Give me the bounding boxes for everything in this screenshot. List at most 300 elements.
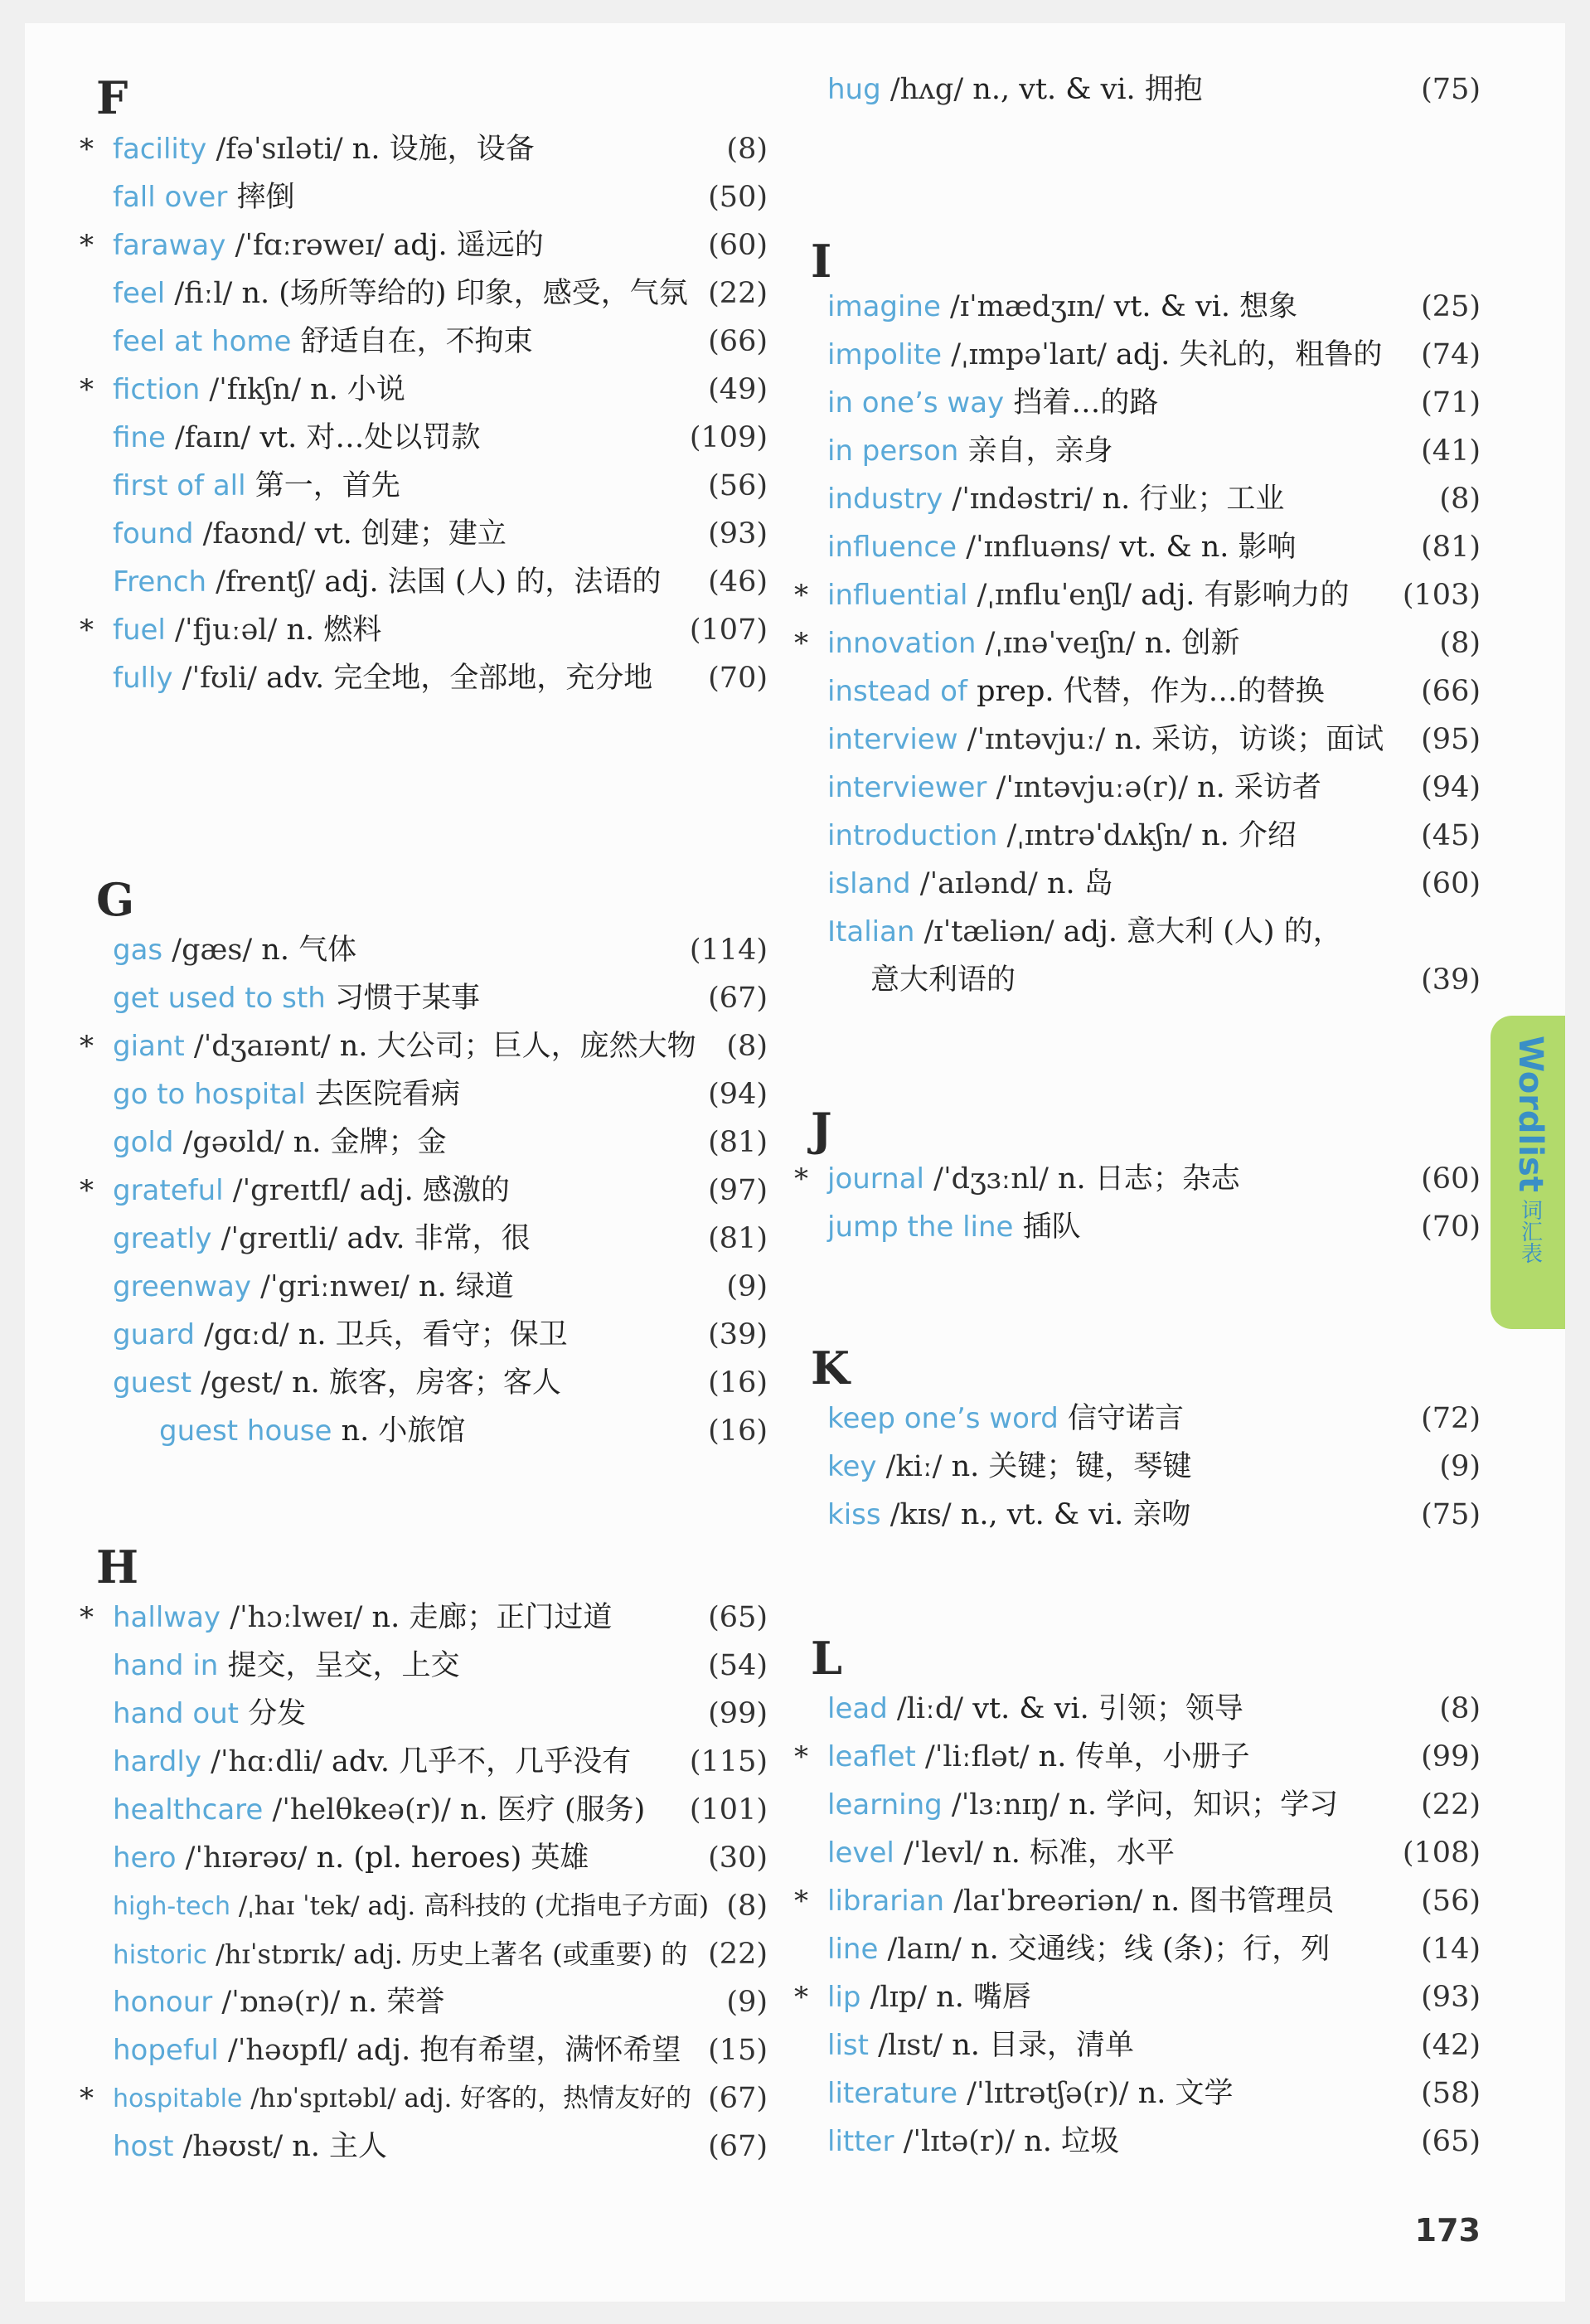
word-entry [811,2118,1481,2165]
word-entry [811,476,1481,522]
word-entry [96,1883,768,1929]
word-entry [80,2075,768,2122]
definition: n. 金牌；金 [293,1126,447,1159]
phonetic: /ˈfɪkʃn/ [209,373,301,406]
definition: n. 大公司；巨人，庞然大物 [339,1030,696,1063]
definition: n. 气体 [261,934,357,967]
entry-text [827,813,1297,859]
definition: adj. 好客的，热情友好的 [404,2084,692,2113]
definition: n., vt. & vi. 拥抱 [972,73,1203,106]
headword: grateful [113,1174,224,1207]
entry-text [113,1264,514,1310]
page-reference: (9) [1439,1450,1481,1483]
headword: imagine [827,290,941,323]
page-reference: (108) [1402,1836,1481,1870]
entry-text [827,909,1342,955]
headword: leaflet [827,1740,916,1773]
phonetic: /ˈɪntəvjuː/ [967,723,1106,756]
word-entry [96,318,768,365]
definition: n. 垃圾 [1024,2125,1119,2158]
headword: interview [827,723,958,756]
headword: kiss [827,1498,881,1531]
definition: n. 创新 [1144,627,1240,660]
entry-text [827,716,1384,763]
entry-text [827,1878,1334,1924]
headword: lip [827,1981,861,2014]
headword: journal [827,1162,925,1196]
entry-text [113,1931,687,1978]
headword: instead of [827,675,967,708]
page-reference: (109) [689,421,768,454]
headword: healthcare [113,1793,264,1827]
phonetic: /ˌɪmpəˈlaɪt/ [951,338,1107,371]
page-reference: (97) [708,1174,768,1207]
entry-text [113,1167,510,1214]
phonetic: /ˌɪnfluˈenʃl/ [977,579,1132,612]
word-entry [794,620,1481,667]
headword: industry [827,483,943,516]
page-reference: (45) [1421,819,1481,852]
page-reference: (66) [708,325,768,358]
page-reference: (99) [1421,1740,1481,1773]
headword: get used to sth [113,982,326,1015]
definition: 舒适自在，不拘束 [300,325,533,358]
page-reference: (71) [1421,386,1481,420]
page-reference: (42) [1421,2029,1481,2062]
headword: guard [113,1318,195,1351]
page-reference: (39) [1421,963,1481,997]
entry-text [827,1156,1240,1202]
page-reference: (25) [1421,290,1481,323]
headword: influential [827,579,968,612]
definition: n. 标准，水平 [992,1836,1176,1870]
definition: n. 岛 [1046,867,1113,900]
entry-text [113,927,356,973]
entry-text [827,66,1203,113]
definition: vt. & n. 影响 [1119,531,1297,564]
entry-text [113,463,400,509]
entry-text [827,668,1325,715]
definition: vt. 对…处以罚款 [259,421,481,454]
word-entry [811,1204,1481,1250]
page-reference: (99) [708,1697,768,1730]
definition: n. 关键；键，琴键 [951,1450,1192,1483]
phonetic: /fiːl/ [174,277,233,310]
word-entry [80,126,768,172]
page-reference: (67) [708,2130,768,2163]
page-reference: (75) [1421,73,1481,106]
definition: n. (场所等给的) 印象，感受，气氛 [241,277,688,310]
phonetic: /hʌg/ [890,73,964,106]
definition: n. 采访，访谈；面试 [1114,723,1384,756]
phonetic: /kɪs/ [890,1498,952,1531]
page-reference: (67) [708,982,768,1015]
headword: found [113,517,194,551]
phonetic: /ˈgreɪtli/ [221,1222,338,1255]
phonetic: /ˈgreɪtfl/ [232,1174,351,1207]
section-letter: J [811,1103,832,1156]
definition: prep. 代替，作为…的替换 [977,675,1325,708]
section-letter: L [811,1632,842,1685]
definition: n. 图书管理员 [1151,1885,1335,1918]
entry-text [113,1979,444,2026]
headword: in one’s way [827,386,1005,420]
phonetic: /lɪp/ [870,1981,928,2014]
word-entry [96,655,768,701]
definition: n. 采访者 [1197,771,1321,804]
word-entry [811,2070,1481,2117]
page-reference: (54) [708,1649,768,1682]
word-entry [96,1931,768,1977]
word-entry [96,2027,768,2074]
phonetic: /ɪˈtæliən/ [923,915,1054,949]
word-entry [96,1642,768,1689]
page-reference: (39) [708,1318,768,1351]
definition: n. 传单，小册子 [1038,1740,1250,1773]
entry-text [827,428,1113,474]
definition: n. 主人 [292,2130,388,2163]
new-word-marker: * [794,1740,808,1773]
word-entry [811,1830,1481,1876]
headword: fine [113,421,166,454]
page-reference: (66) [1421,675,1481,708]
definition: vt. & vi. 想象 [1113,290,1298,323]
entry-text [827,2022,1134,2069]
page-number: 173 [1414,2212,1481,2249]
definition: adj. 失礼的，粗鲁的 [1116,338,1383,371]
headword: key [827,1450,877,1483]
word-entry [96,1071,768,1118]
page-reference: (93) [1421,1981,1481,2014]
page-reference: (58) [1421,2077,1481,2110]
phonetic: /gæs/ [172,934,253,967]
headword: historic [113,1940,207,1970]
entry-text [870,957,1016,1003]
headword: island [827,867,911,900]
headword: in person [827,434,959,468]
phonetic: /gəʊld/ [182,1126,284,1159]
entry-text [113,607,381,653]
headword: go to hospital [113,1078,306,1111]
page-reference: (94) [708,1078,768,1111]
phonetic: /gest/ [201,1366,283,1400]
word-entry [96,174,768,221]
entry-text [113,1787,645,1833]
definition: vt. 创建；建立 [314,517,507,551]
entry-text [827,764,1321,811]
page-reference: (8) [1439,1692,1481,1725]
phonetic: /ˌhaɪ ˈtek/ [238,1891,360,1921]
entry-text [827,524,1297,570]
headword: hug [827,73,881,106]
headword: hand out [113,1697,240,1730]
entry-text [113,415,480,461]
headword: introduction [827,819,998,852]
definition: n. 交通线；线 (条)；行，列 [971,1933,1331,1966]
side-tab-subtitle: 词汇表 [1517,1198,1543,1264]
page-reference: (56) [708,469,768,502]
word-entry [794,1734,1481,1780]
phonetic: /liːd/ [896,1692,964,1725]
definition: 提交，呈交，上交 [227,1649,460,1682]
definition: n. 小旅馆 [341,1414,466,1448]
word-entry [96,463,768,509]
entry-text [827,1926,1330,1972]
word-entry [811,1443,1481,1490]
phonetic: /ˈɪntəvjuːə(r)/ [996,771,1188,804]
word-entry [811,1395,1481,1442]
phonetic: /ˈdʒɜːnl/ [933,1162,1049,1196]
entry-text [113,1642,459,1689]
headword: faraway [113,229,226,262]
definition: n. 嘴唇 [936,1981,1031,2014]
entry-text [827,1204,1081,1250]
headword: gold [113,1126,174,1159]
word-entry [96,1264,768,1310]
word-entry [96,1979,768,2026]
headword: impolite [827,338,943,371]
page-reference: (9) [726,1270,768,1303]
headword: first of all [113,469,246,502]
definition: adv. 非常，很 [347,1222,531,1255]
definition: n. 卫兵，看守；保卫 [298,1318,568,1351]
page-reference: (50) [708,181,768,214]
word-entry [96,1312,768,1358]
entry-text [827,1395,1184,1442]
word-entry [80,1167,768,1214]
page-reference: (74) [1421,338,1481,371]
entry-text [113,222,544,269]
page-reference: (16) [708,1414,768,1448]
headword: Italian [827,915,915,949]
entry-text [159,1408,465,1454]
page-reference: (94) [1421,771,1481,804]
phonetic: /ˈfjuːəl/ [175,614,278,647]
word-entry [80,1594,768,1641]
word-entry [811,380,1481,426]
entry-text [827,1492,1190,1538]
word-entry [811,1492,1481,1538]
word-entry [794,1878,1481,1924]
definition: adj. 高科技的 (尤指电子方面) [367,1891,710,1921]
definition: 第一，首先 [254,469,400,502]
page-reference: (114) [689,934,768,967]
phonetic: /ˈɪnfluəns/ [966,531,1111,564]
headword: feel at home [113,325,292,358]
word-entry [811,668,1481,715]
page-reference: (14) [1421,1933,1481,1966]
word-entry [96,1360,768,1406]
definition: n. 走廊；正门过道 [371,1601,613,1634]
new-word-marker: * [794,1981,808,2014]
entry-text [113,2075,691,2123]
page-reference: (8) [1439,483,1481,516]
page-reference: (8) [726,1030,768,1063]
page-reference: (67) [708,2082,768,2115]
entry-text [113,1360,561,1406]
word-entry [96,1408,768,1454]
headword: hero [113,1841,177,1875]
phonetic: /ˈfɑːrəweɪ/ [235,229,385,262]
definition: n. 绿道 [418,1270,514,1303]
entry-text [113,1594,612,1641]
word-entry [96,511,768,557]
wordlist-side-tab [1491,1016,1565,1329]
entry-text [113,655,652,701]
page-reference: (70) [1421,1211,1481,1244]
headword: host [113,2130,174,2163]
section-letter: G [96,873,135,926]
word-entry [811,284,1481,330]
phonetic: /ˌɪntrəˈdʌkʃn/ [1006,819,1192,852]
definition: 信守诺言 [1068,1402,1185,1435]
phonetic: /faʊnd/ [202,517,306,551]
definition: n. 日志；杂志 [1058,1162,1240,1196]
definition: n. 文学 [1137,2077,1234,2110]
new-word-marker: * [80,1030,94,1063]
entry-text [827,861,1113,907]
phonetic: /ˈɪndəstri/ [952,483,1093,516]
headword: innovation [827,627,977,660]
page-reference: (107) [689,614,768,647]
phonetic: /laɪn/ [887,1933,962,1966]
phonetic: /ɪˈmædʒɪn/ [950,290,1105,323]
phonetic: /frentʃ/ [216,565,316,599]
word-entry [96,1691,768,1737]
page-reference: (8) [726,1890,768,1923]
definition: n. 目录，清单 [952,2029,1135,2062]
word-entry [811,813,1481,859]
headword: guest [113,1366,192,1400]
definition: n. 小说 [310,373,405,406]
headword: hospitable [113,2084,243,2113]
headword: hopeful [113,2034,219,2067]
definition: adj. 抱有希望，满怀希望 [356,2034,681,2067]
entry-text [113,270,688,317]
page-reference: (70) [708,662,768,695]
entry-text [113,1312,568,1358]
entry-text [113,1883,709,1930]
page-reference: (22) [708,1938,768,1971]
word-entry [811,428,1481,474]
entry-text [827,572,1350,619]
headword: level [827,1836,894,1870]
word-entry [811,764,1481,811]
word-entry [811,909,1481,955]
phonetic: /ˈhɔːlweɪ/ [230,1601,363,1634]
entry-text [827,2118,1119,2165]
phonetic: /ˈhelθkeə(r)/ [272,1793,451,1827]
new-word-marker: * [794,1162,808,1196]
definition: 去医院看病 [314,1078,460,1111]
new-word-marker: * [80,373,94,406]
entry-text [113,975,480,1021]
headword: fuel [113,614,166,647]
headword: hallway [113,1601,221,1634]
word-entry [96,1739,768,1785]
phonetic: /gɑːd/ [204,1318,289,1351]
headword: keep one’s word [827,1402,1059,1435]
phonetic: /fəˈsɪləti/ [216,133,343,166]
word-entry [811,1686,1481,1732]
phonetic: /ˈdʒaɪənt/ [193,1030,331,1063]
page-reference: (60) [708,229,768,262]
word-entry [811,2022,1481,2069]
word-entry [80,222,768,269]
headword: learning [827,1788,943,1822]
definition: n. 旅客，房客；客人 [292,1366,561,1400]
definition: n. 医疗 (服务) [460,1793,646,1827]
phonetic: /ˈhɪərəʊ/ [185,1841,308,1875]
word-entry [80,366,768,413]
phonetic: /hɪˈstɒrɪk/ [216,1938,345,1970]
entry-text [113,1215,531,1262]
definition: n. 介绍 [1201,819,1297,852]
headword: influence [827,531,957,564]
page-reference: (41) [1421,434,1481,468]
entry-text [113,1739,631,1785]
definition: n., vt. & vi. 亲吻 [960,1498,1191,1531]
phonetic: /ˌɪnəˈveɪʃn/ [985,627,1136,660]
headword: interviewer [827,771,987,804]
word-entry [811,861,1481,907]
word-entry [811,332,1481,378]
headword: French [113,565,207,599]
definition: n. 行业；工业 [1102,483,1285,516]
headword: fiction [113,373,201,406]
entry-text [827,2070,1234,2117]
headword: litter [827,2125,894,2158]
definition: 习惯于某事 [334,982,480,1015]
entry-text [113,1835,589,1881]
entry-text [113,318,533,365]
entry-text [827,1734,1249,1780]
page-reference: (103) [1402,579,1481,612]
headword: hardly [113,1745,201,1778]
headword: honour [113,1986,213,2019]
definition: vt. & vi. 引领；领导 [972,1692,1243,1725]
headword: high-tech [113,1892,230,1921]
word-entry [96,1835,768,1881]
headword: guest house [159,1414,332,1448]
new-word-marker: * [794,579,808,612]
phonetic: /ˈlɜːnɪŋ/ [951,1788,1060,1822]
headword: giant [113,1030,185,1063]
page-reference: (72) [1421,1402,1481,1435]
word-entry [96,927,768,973]
phonetic: /hɒˈspɪtəbl/ [250,2084,396,2113]
entry-text [827,1443,1191,1490]
word-entry [96,1215,768,1262]
definition: 插队 [1022,1211,1081,1244]
word-entry [80,1023,768,1070]
entry-text [827,1782,1338,1828]
headword: greenway [113,1270,251,1303]
page-reference: (15) [708,2034,768,2067]
definition: n. 燃料 [286,614,382,647]
phonetic: /ˈliːflət/ [925,1740,1030,1773]
new-word-marker: * [80,1601,94,1634]
entry-text [827,1830,1175,1876]
headword: librarian [827,1885,945,1918]
entry-text [827,284,1297,330]
page-reference: (8) [1439,627,1481,660]
word-entry [794,1156,1481,1202]
word-entry [96,975,768,1021]
phonetic: /faɪn/ [175,421,251,454]
word-entry [811,716,1481,763]
phonetic: /ˈlɪtrətʃə(r)/ [967,2077,1129,2110]
